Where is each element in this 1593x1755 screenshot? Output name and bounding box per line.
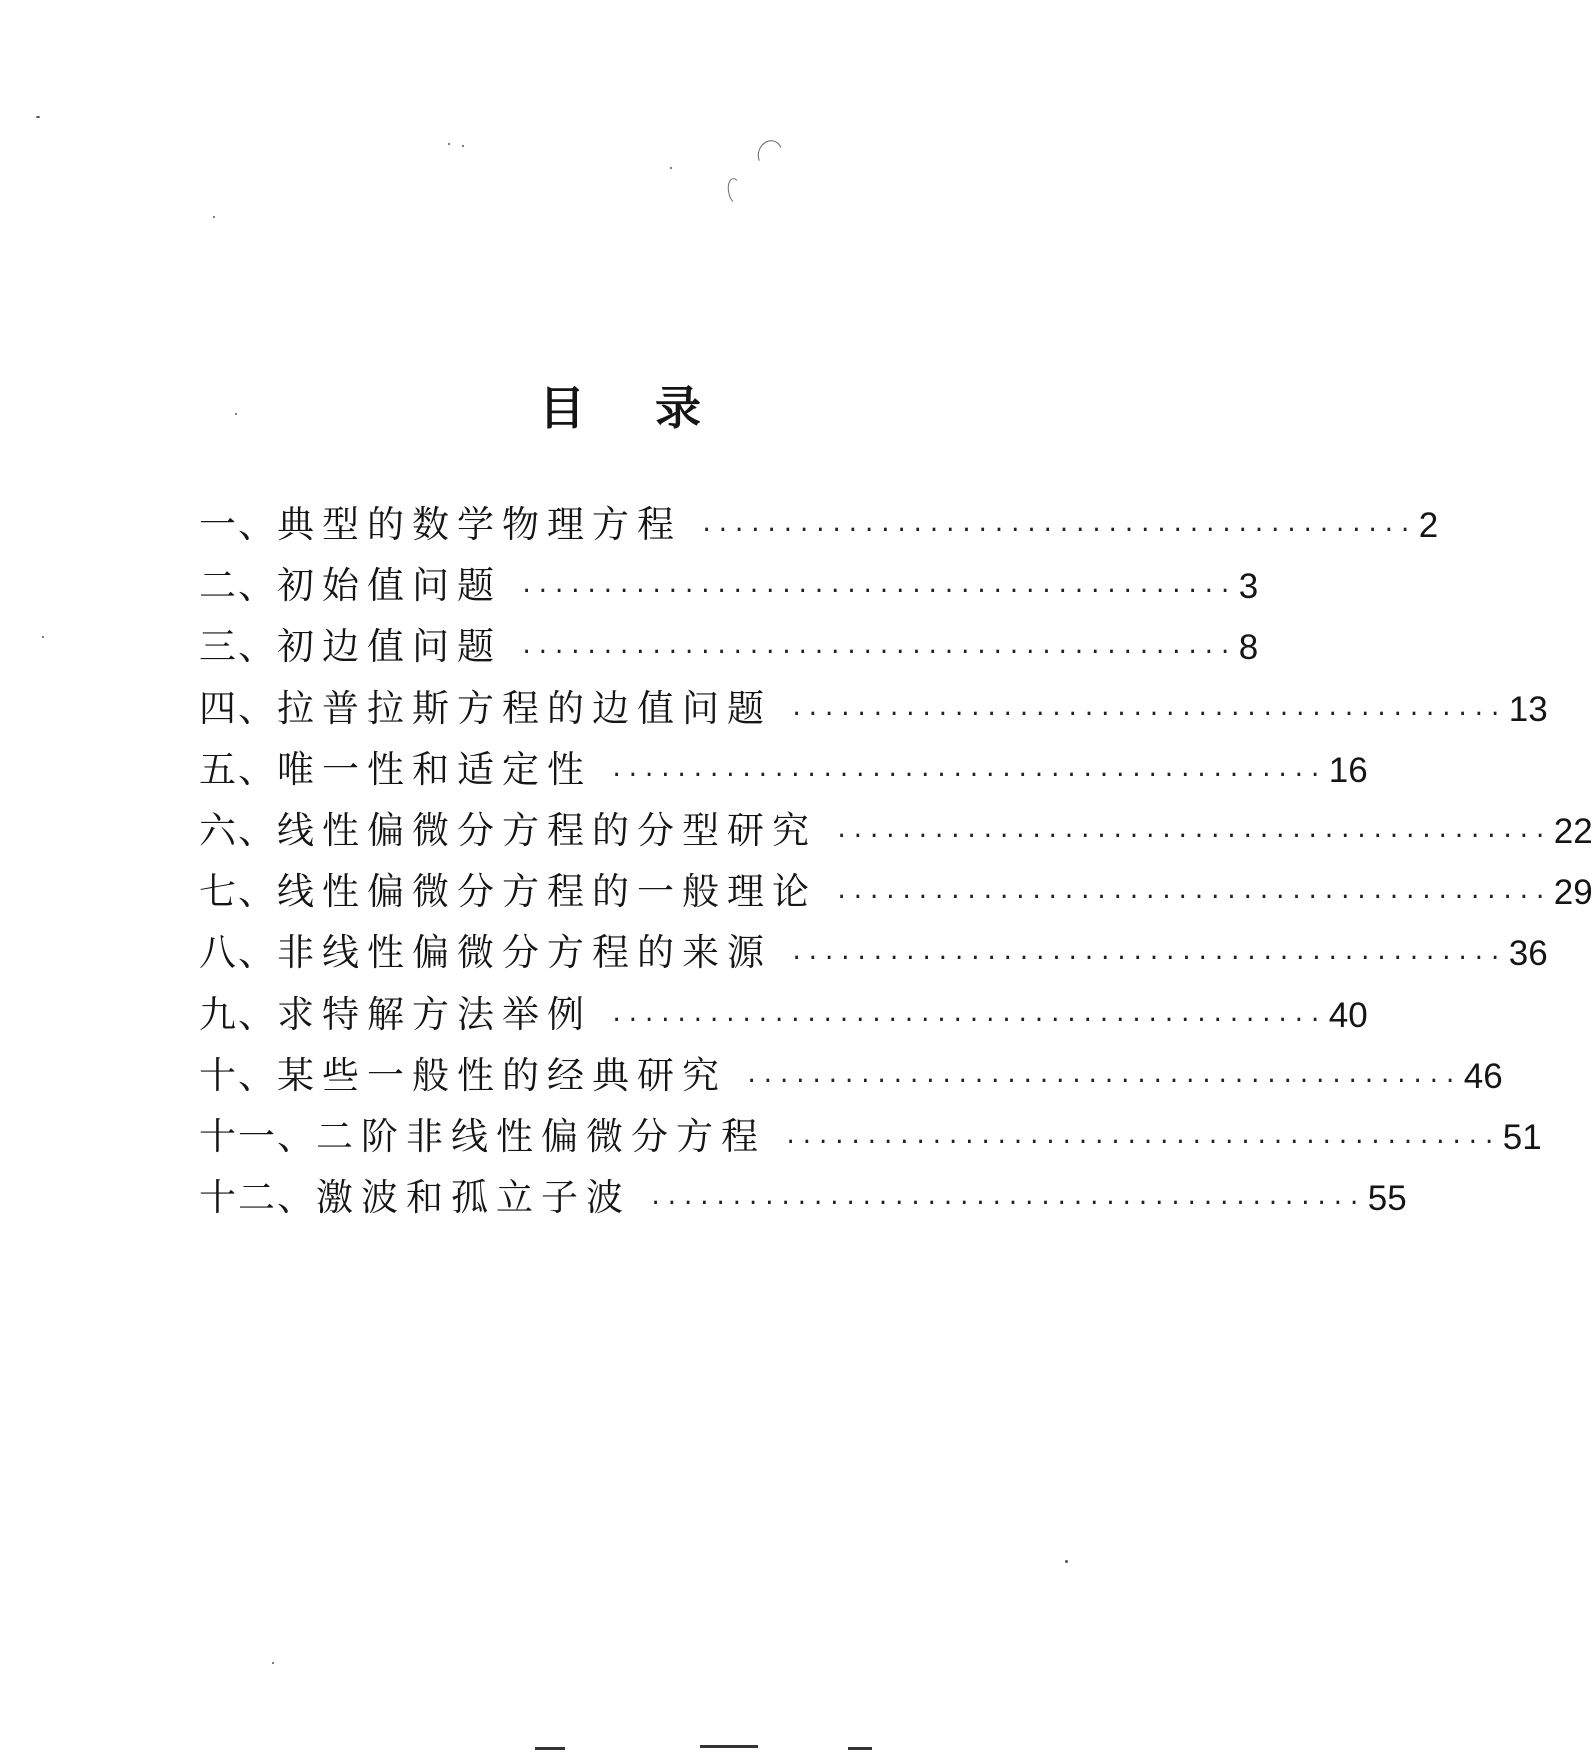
toc-entry-number: 八、 <box>199 931 277 975</box>
scan-mark <box>726 177 744 205</box>
toc-entry-page: 13 <box>1508 689 1548 729</box>
heading-char-1: 目 <box>539 381 585 435</box>
toc-leader-dots: ············································ <box>835 823 1550 849</box>
toc-leader-dots: ············································ <box>784 1129 1499 1155</box>
scan-mark <box>754 137 786 172</box>
toc-entry-number: 五、 <box>199 747 277 791</box>
toc-entry-number: 二、 <box>199 564 277 608</box>
scan-speck <box>670 167 672 169</box>
toc-entry[interactable] <box>199 861 1593 922</box>
toc-entry-title: 拉普拉斯方程的边值问题 <box>277 686 772 730</box>
toc-entry-title: 典型的数学物理方程 <box>277 503 682 546</box>
toc-entry-page: 22 <box>1553 811 1593 851</box>
toc-entry[interactable] <box>199 739 1368 800</box>
toc-leader-dots: ············································ <box>610 1007 1325 1033</box>
toc-leader-dots: ············································ <box>520 640 1235 666</box>
toc-leader-dots: ············································ <box>649 1191 1364 1217</box>
toc-entry-title: 线性偏微分方程的分型研究 <box>277 808 817 852</box>
toc-entry-page: 29 <box>1553 873 1593 913</box>
toc-entry-title: 二阶非线性偏微分方程 <box>316 1114 766 1158</box>
toc-entry-title: 激波和孤立子波 <box>316 1176 631 1220</box>
toc-entry-title: 线性偏微分方程的一般理论 <box>277 870 817 914</box>
toc-entry[interactable] <box>199 494 1439 555</box>
toc-entry-number: 十二、 <box>199 1176 316 1220</box>
scan-edge-mark <box>848 1747 872 1750</box>
toc-entry-number: 十、 <box>199 1053 277 1097</box>
toc-entry[interactable] <box>199 555 1259 616</box>
scan-speck <box>36 116 40 118</box>
toc-entry-page: 16 <box>1328 750 1368 790</box>
toc-leader-dots: ············································ <box>745 1068 1460 1094</box>
heading-char-2: 录 <box>655 381 701 435</box>
toc-entry[interactable] <box>199 800 1593 861</box>
scan-speck <box>448 143 450 145</box>
toc-leader-dots: ············································ <box>790 701 1505 727</box>
toc-leader-dots: ············································ <box>520 579 1235 605</box>
toc-entry[interactable] <box>199 1045 1503 1106</box>
toc-entry-number: 九、 <box>199 992 277 1036</box>
toc-entry-number: 十一、 <box>199 1114 316 1158</box>
scan-speck <box>272 1662 274 1664</box>
toc-entry-number: 四、 <box>199 686 277 730</box>
toc-entry[interactable] <box>199 1106 1542 1167</box>
toc-entry-page: 55 <box>1367 1179 1407 1219</box>
scan-speck <box>213 216 215 218</box>
toc-entry[interactable] <box>199 984 1368 1045</box>
toc-entry-title: 初边值问题 <box>277 625 502 669</box>
toc-entry-number: 一、 <box>199 503 277 546</box>
toc-entry-title: 某些一般性的经典研究 <box>277 1053 727 1097</box>
toc-entry-title: 求特解方法举例 <box>277 992 592 1036</box>
toc-entry[interactable] <box>199 616 1259 677</box>
toc-entry-title: 初始值问题 <box>277 564 502 608</box>
toc-entry-page: 46 <box>1463 1056 1503 1096</box>
scan-edge-mark <box>535 1747 565 1750</box>
toc-entry-page: 40 <box>1328 995 1368 1035</box>
toc-entry-page: 2 <box>1418 506 1439 545</box>
toc-leader-dots: ············································ <box>835 885 1550 911</box>
toc-leader-dots: ············································ <box>610 762 1325 788</box>
toc-entry[interactable] <box>199 1167 1407 1228</box>
toc-entry-number: 三、 <box>199 625 277 669</box>
toc-entry-page: 8 <box>1238 628 1259 668</box>
toc-entry-title: 非线性偏微分方程的来源 <box>277 931 772 975</box>
toc-entry[interactable] <box>199 678 1548 739</box>
toc-entry-number: 七、 <box>199 870 277 914</box>
scan-edge-mark <box>700 1745 758 1748</box>
toc-entry-title: 唯一性和适定性 <box>277 747 592 791</box>
toc-list <box>199 494 1593 1228</box>
toc-entry-page: 51 <box>1502 1117 1542 1157</box>
toc-heading <box>0 372 1240 438</box>
toc-leader-dots: ············································ <box>700 518 1415 543</box>
toc-leader-dots: ············································ <box>790 946 1505 972</box>
toc-entry[interactable] <box>199 922 1548 983</box>
scan-speck <box>1065 1560 1068 1563</box>
toc-entry-page: 36 <box>1508 934 1548 974</box>
scan-speck <box>42 636 44 638</box>
toc-entry-number: 六、 <box>199 808 277 852</box>
toc-entry-page: 3 <box>1238 567 1259 607</box>
scan-speck <box>462 145 464 147</box>
